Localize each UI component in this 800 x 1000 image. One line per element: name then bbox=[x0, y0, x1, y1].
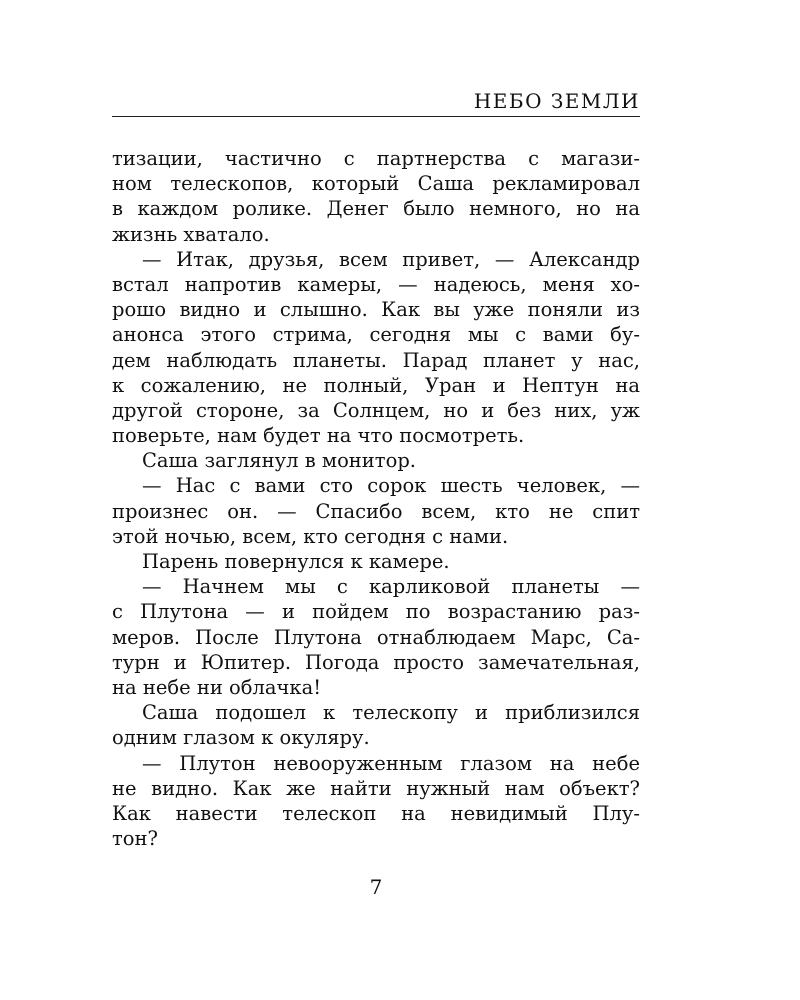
text-line: в каждом ролике. Денег было немного, но на bbox=[112, 197, 640, 221]
text-line: Как навести телескоп на невидимый Плу- bbox=[112, 801, 640, 825]
text-line: дем наблюдать планеты. Парад планет у нас, bbox=[112, 348, 640, 372]
page-number: 7 bbox=[369, 875, 383, 899]
text-line: ном телескопов, который Саша рекламировал bbox=[112, 172, 640, 196]
text-line: тизации, частично с партнерства с магази- bbox=[112, 147, 640, 170]
text-line: Саша заглянул в монитор. bbox=[142, 449, 417, 473]
text-line: другой стороне, за Солнцем, но и без них, уж bbox=[112, 398, 640, 422]
running-head: НЕБО ЗЕМЛИ bbox=[473, 89, 640, 113]
text-line: на небе ни облачка! bbox=[112, 675, 322, 699]
text-line: тон? bbox=[112, 827, 158, 851]
text-line: не видно. Как же найти нужный нам объект? bbox=[112, 776, 640, 800]
text-line: анонса этого стрима, сегодня мы с вами бу- bbox=[112, 323, 640, 347]
text-line: поверьте, нам будет на что посмотреть. bbox=[112, 424, 525, 448]
text-line: с Плутона — и пойдем по возрастанию раз- bbox=[112, 600, 640, 624]
text-line: встал напротив камеры, — надеюсь, меня хо- bbox=[112, 272, 640, 296]
text-line: меров. После Плутона отнаблюдаем Марс, Са- bbox=[112, 625, 640, 649]
text-line: турн и Юпитер. Погода просто замечательная, bbox=[112, 650, 640, 674]
text-line: Парень повернулся к камере. bbox=[142, 550, 450, 573]
text-line: — Нас с вами сто сорок шесть человек, — bbox=[142, 474, 640, 498]
text-line: — Начнем мы с карликовой планеты — bbox=[142, 575, 640, 599]
text-line: — Плутон невооруженным глазом на небе bbox=[142, 751, 640, 775]
body-text bbox=[112, 146, 640, 851]
text-line: жизнь хватало. bbox=[112, 222, 270, 246]
header-rule bbox=[112, 116, 640, 117]
text-line: — Итак, друзья, всем привет, — Александр bbox=[142, 247, 640, 271]
text-line: этой ночью, всем, кто сегодня с нами. bbox=[112, 524, 509, 548]
text-line: рошо видно и слышно. Как вы уже поняли из bbox=[112, 298, 640, 322]
text-line: Саша подошел к телескопу и приблизился bbox=[142, 701, 640, 725]
text-line: одним глазом к окуляру. bbox=[112, 726, 370, 750]
text-line: произнес он. — Спасибо всем, кто не спит bbox=[112, 499, 640, 523]
text-line: к сожалению, не полный, Уран и Нептун на bbox=[112, 373, 640, 397]
